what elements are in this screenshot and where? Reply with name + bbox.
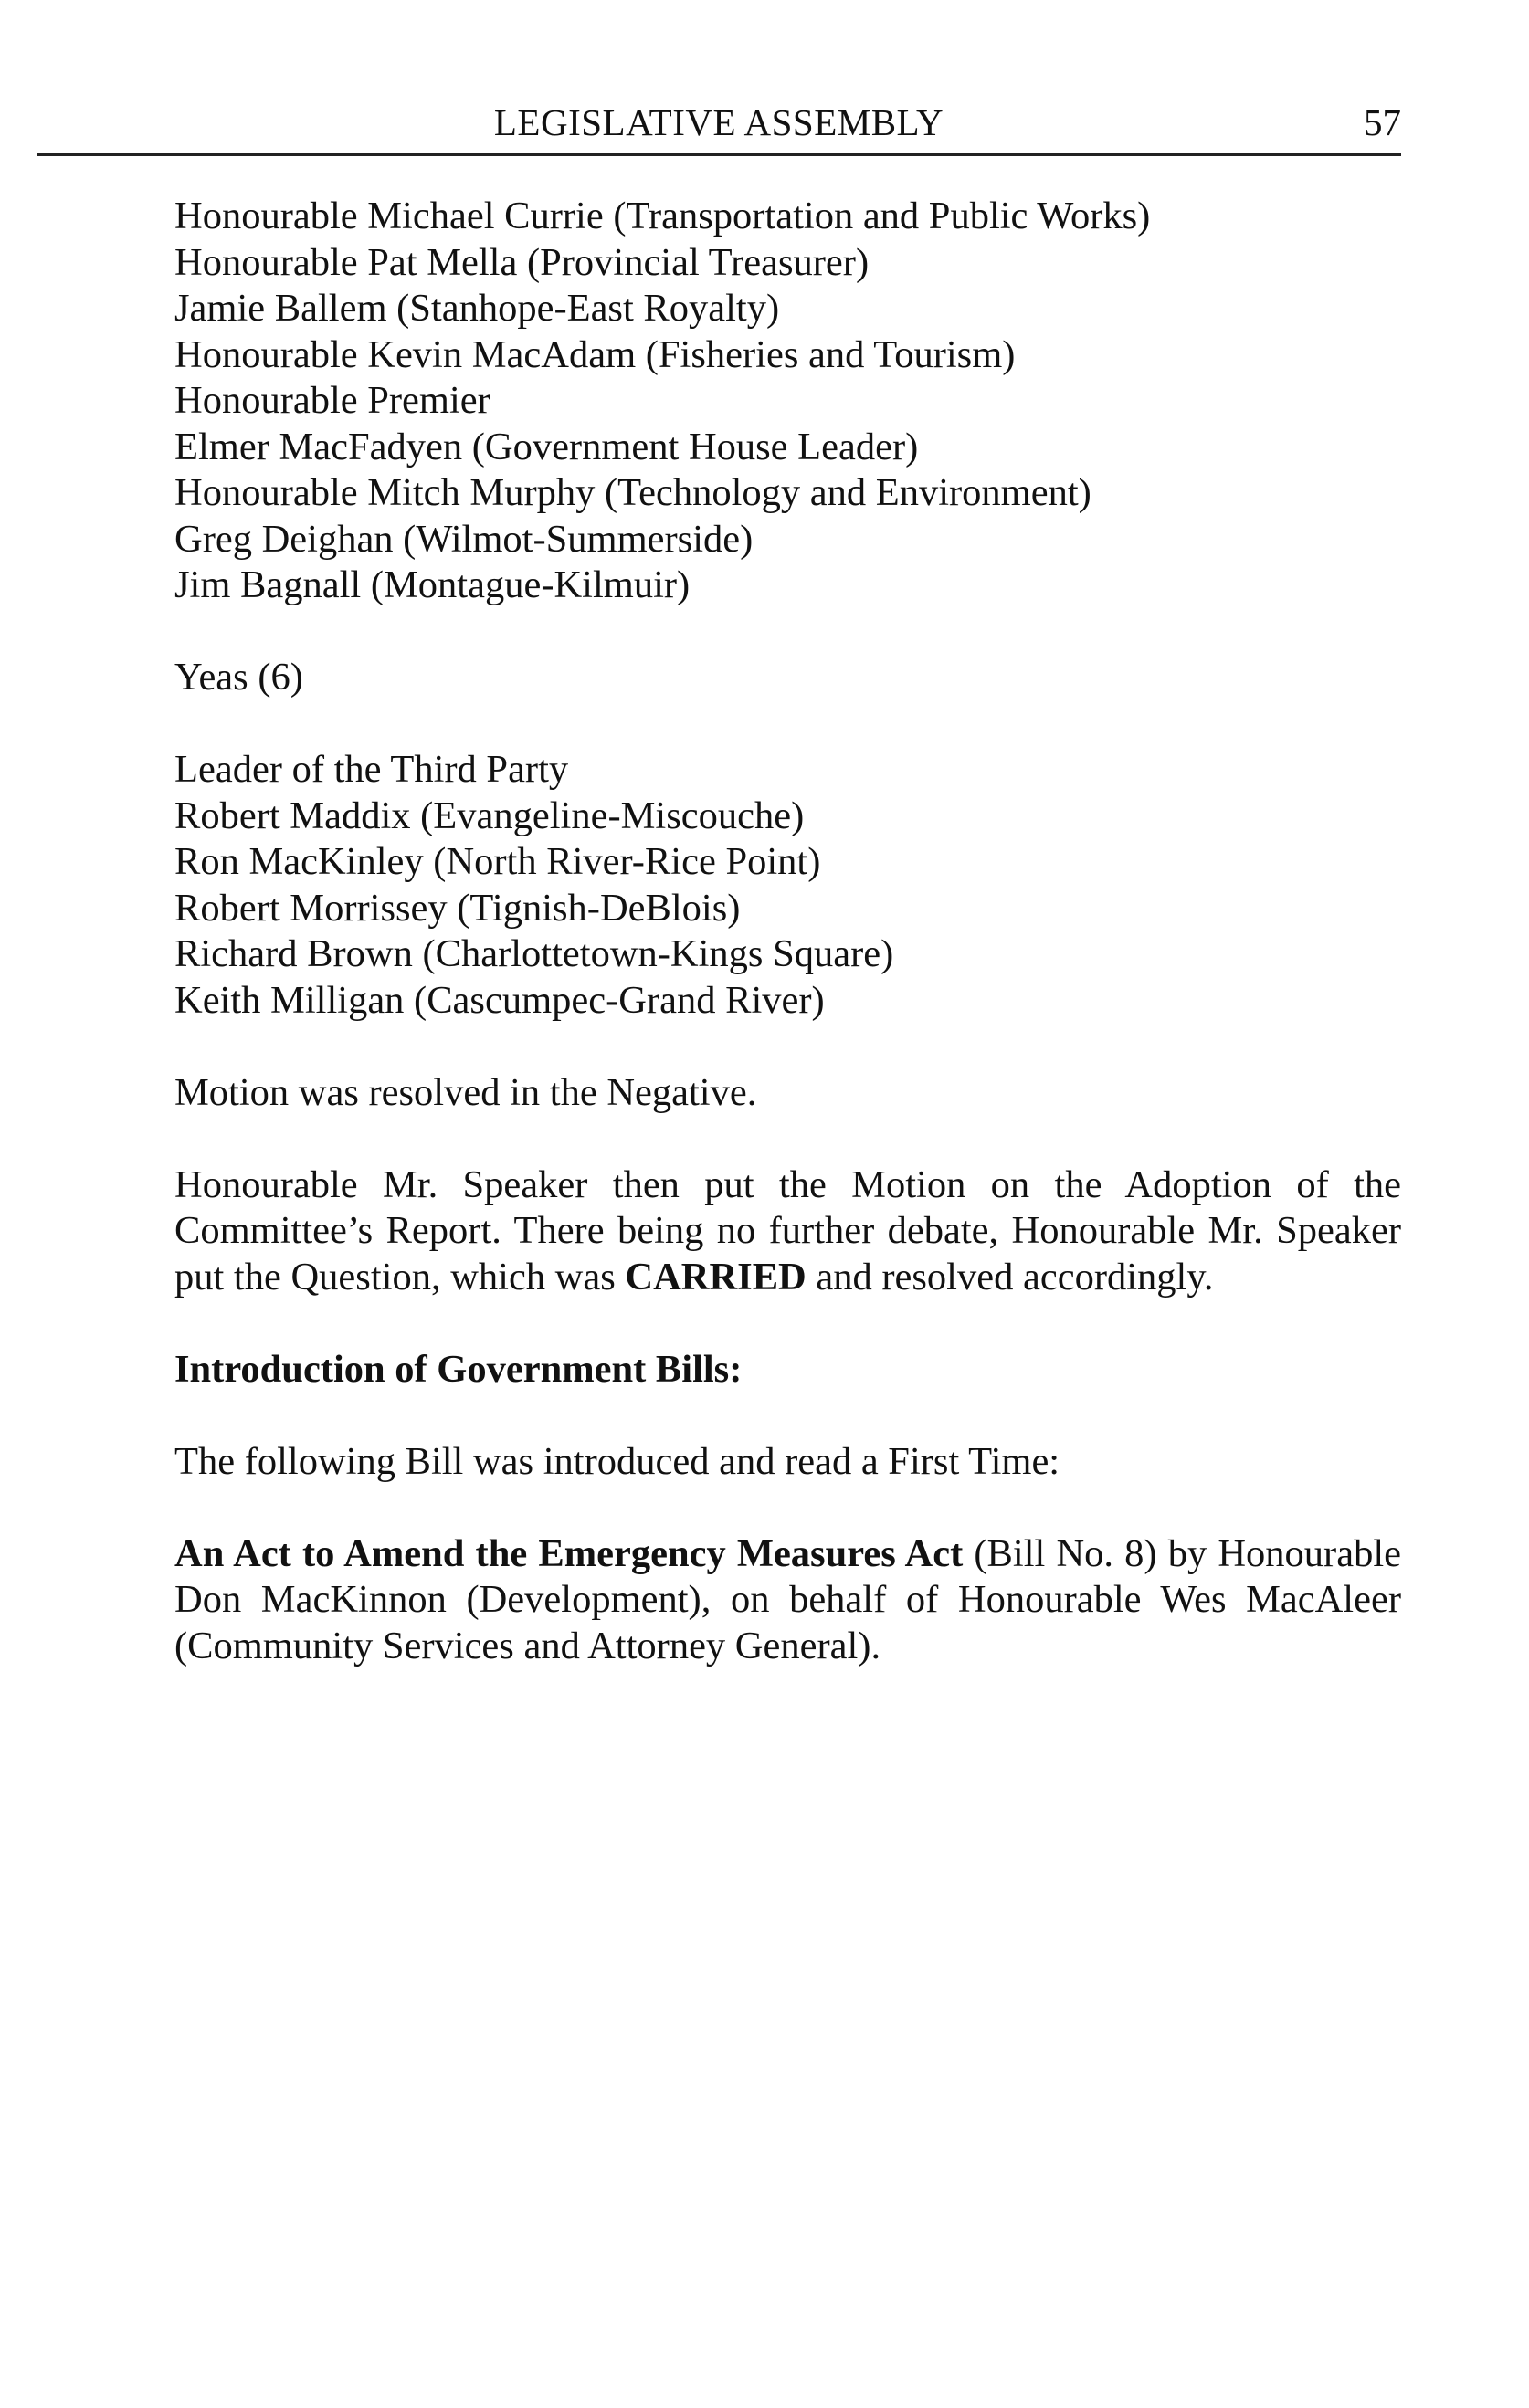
adoption-text: Honourable Mr. Speaker then put the Motion on the Adoption of the Committee’s Report. There being no further debate, Honourable Mr. Speaker put the Question, which was <box>174 1162 1401 1299</box>
list-item: Keith Milligan (Cascumpec-Grand River) <box>174 978 825 1022</box>
list-item: Elmer MacFadyen (Government House Leader) <box>174 425 919 468</box>
list-item: Honourable Pat Mella (Provincial Treasurer) <box>174 240 870 284</box>
list-item: Ron MacKinley (North River-Rice Point) <box>174 840 821 883</box>
bill-text: (Bill No. 8) by Honourable Don MacKinnon (Development), on behalf of Honourable Wes MacAleer (Community Services and Attorney General). <box>174 1531 1401 1667</box>
motion-result: Motion was resolved in the Negative. <box>174 1070 757 1114</box>
list-item: Honourable Premier <box>174 379 490 422</box>
list-item: Richard Brown (Charlottetown-Kings Square) <box>174 932 894 975</box>
list-item: Robert Morrissey (Tignish-DeBlois) <box>174 886 741 930</box>
list-item: Jim Bagnall (Montague-Kilmuir) <box>174 563 691 606</box>
list-item: Jamie Ballem (Stanhope-East Royalty) <box>174 287 780 330</box>
yeas-list <box>174 747 1401 1024</box>
adoption-paragraph <box>174 1162 1401 1301</box>
adoption-text-end: and resolved accordingly. <box>806 1255 1214 1299</box>
list-item: Greg Deighan (Wilmot-Summerside) <box>174 517 754 561</box>
page-number: 57 <box>1364 101 1401 143</box>
bill-intro: The following Bill was introduced and read a First Time: <box>174 1439 1060 1483</box>
list-item: Honourable Kevin MacAdam (Fisheries and Tourism) <box>174 332 1016 376</box>
page-header <box>37 99 1401 156</box>
document-body <box>174 194 1401 1669</box>
header-title: LEGISLATIVE ASSEMBLY <box>493 101 944 143</box>
bill-paragraph <box>174 1531 1401 1670</box>
section-heading: Introduction of Government Bills: <box>174 1347 743 1391</box>
list-item: Honourable Mitch Murphy (Technology and Environment) <box>174 471 1091 514</box>
list-item: Honourable Michael Currie (Transportation and Public Works) <box>174 195 1151 237</box>
bill-title: An Act to Amend the Emergency Measures Act <box>174 1531 964 1575</box>
yeas-heading: Yeas (6) <box>174 656 303 699</box>
carried-label: CARRIED <box>625 1255 807 1299</box>
nays-list <box>174 194 1401 609</box>
list-item: Leader of the Third Party <box>174 748 569 791</box>
list-item: Robert Maddix (Evangeline-Miscouche) <box>174 794 805 837</box>
